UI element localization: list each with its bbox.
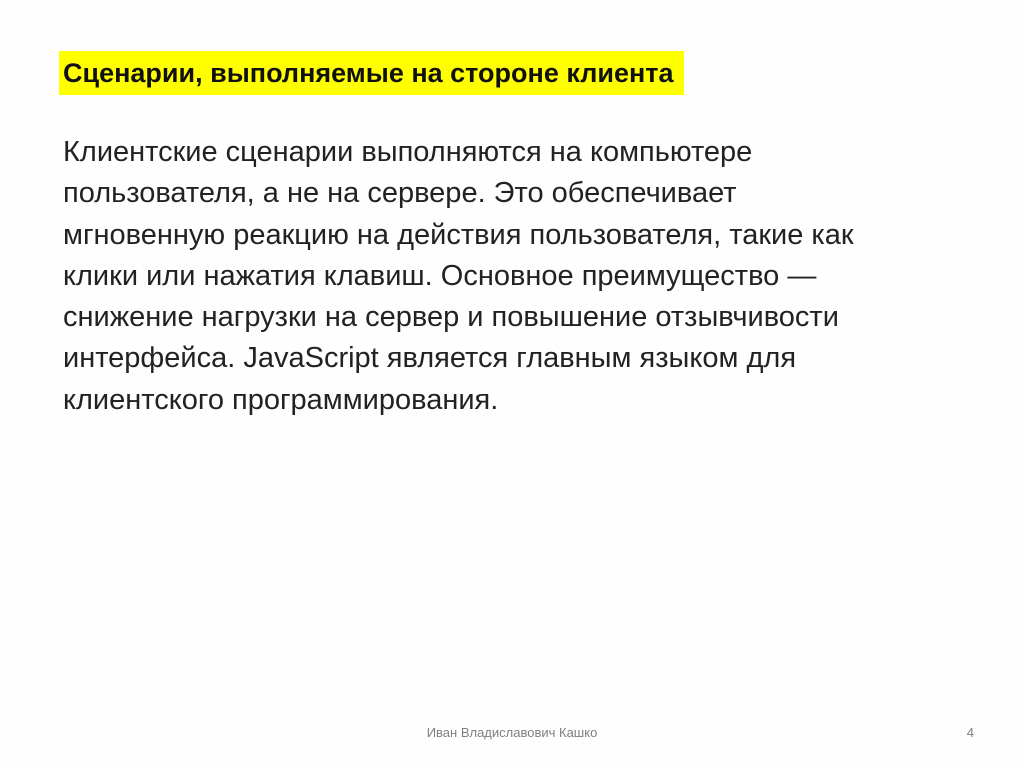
body-line: мгновенную реакцию на действия пользователя, такие как <box>63 218 854 251</box>
body-line: пользователя, а не на сервере. Это обеспечивает <box>63 177 737 210</box>
slide-title: Сценарии, выполняемые на стороне клиента <box>59 51 684 95</box>
footer-author: Иван Владиславович Кашко <box>426 725 598 740</box>
body-line: Клиентские сценарии выполняются на компьютере <box>63 136 753 168</box>
slide-body-text <box>63 132 1003 421</box>
page-number: 4 <box>966 725 974 740</box>
slide-title-container <box>59 51 684 95</box>
body-line: снижение нагрузки на сервер и повышение отзывчивости <box>63 301 839 334</box>
body-line: интерфейса. JavaScript является главным языком для <box>63 342 797 375</box>
body-line: клики или нажатия клавиш. Основное преимущество — <box>63 259 817 292</box>
body-line: клиентского программирования. <box>63 383 499 416</box>
